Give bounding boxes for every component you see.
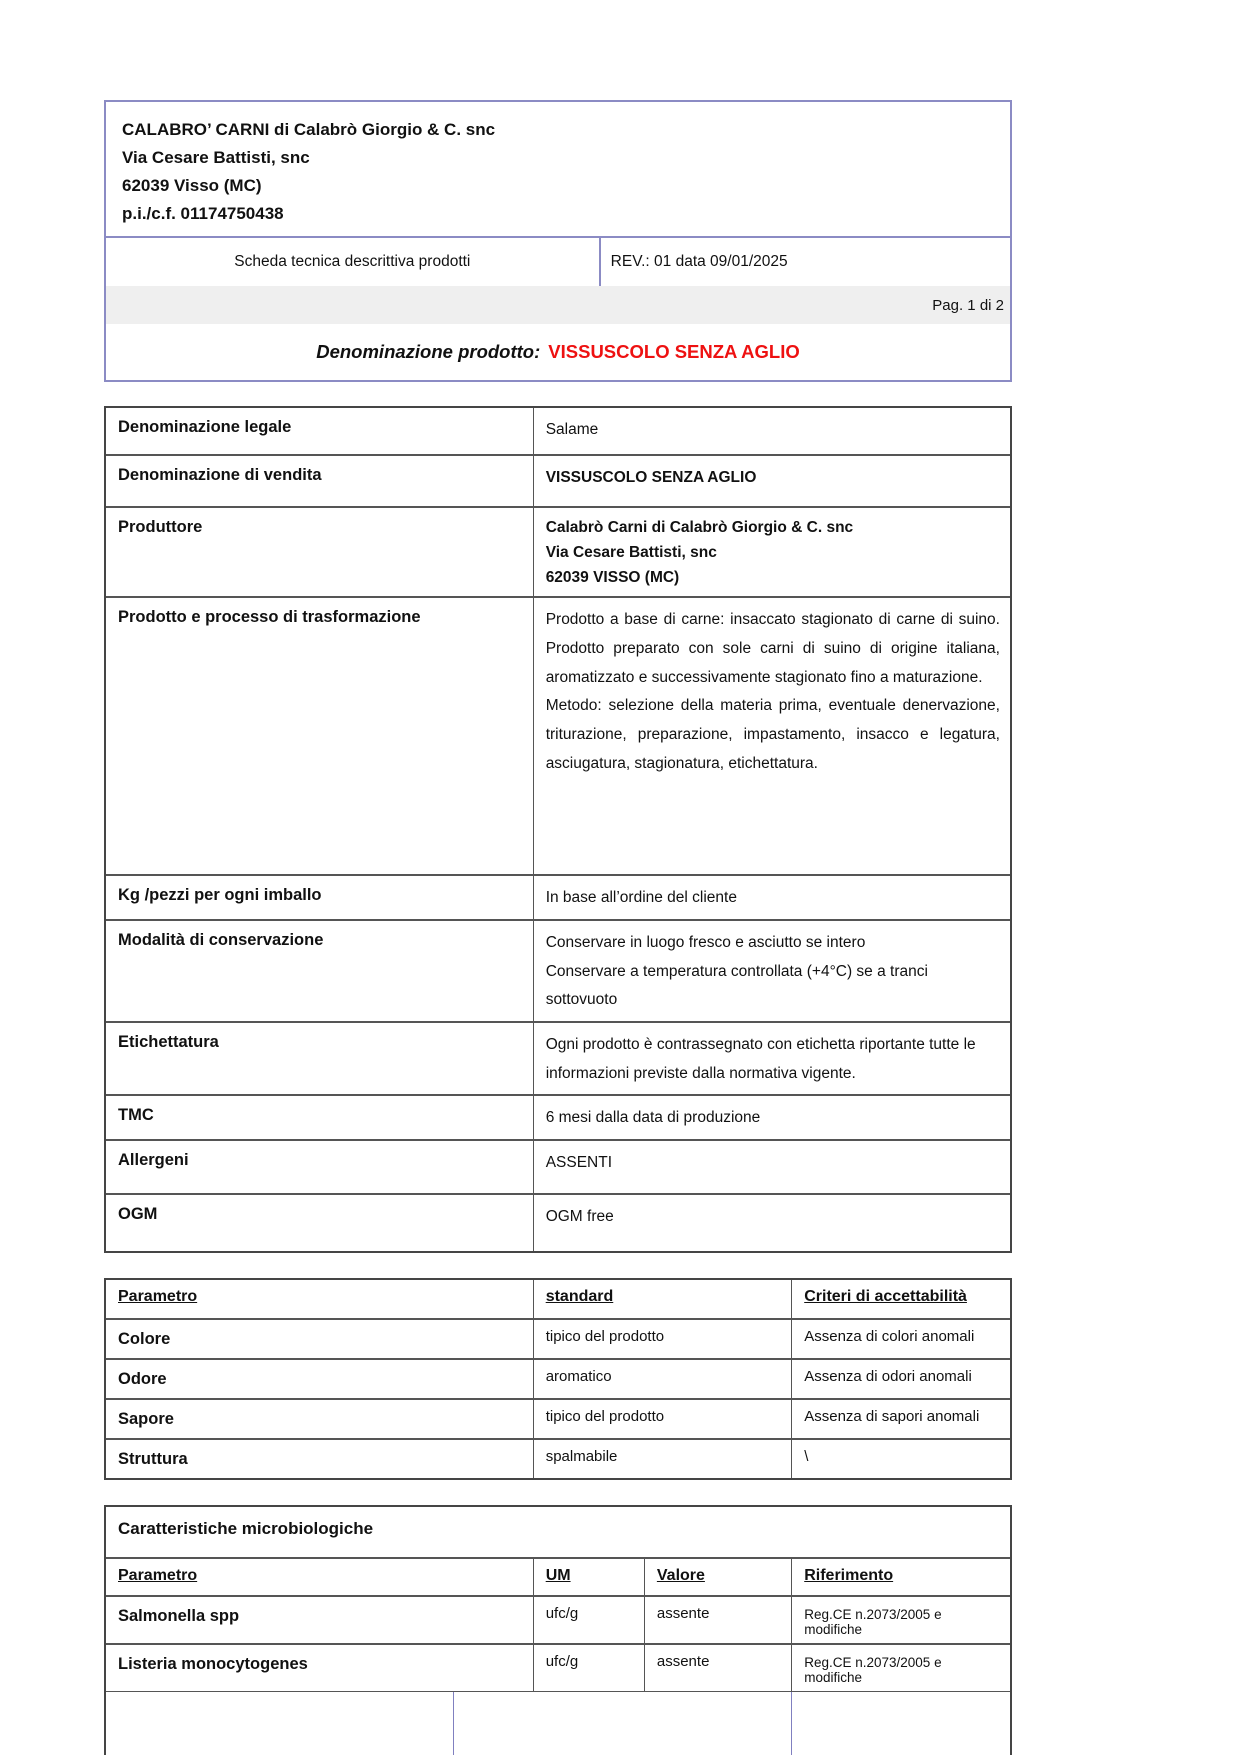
microbiological-table [104,1505,1012,1755]
row-label: Salmonella spp [118,1606,240,1625]
row-label: Produttore [118,518,203,536]
column-header: Criteri di accettabilità [791,1280,1010,1318]
row-value: Assenza di odori anomali [791,1360,1010,1398]
row-value: VISSUSCOLO SENZA AGLIO [533,456,1010,506]
table-row [106,874,1010,919]
company-city: 62039 Visso (MC) [122,176,262,195]
empty-table-row [106,1691,1010,1755]
row-value: tipico del prodotto [533,1400,792,1438]
row-label: Colore [118,1330,171,1349]
empty-cell [791,1692,1010,1755]
table-row [106,1094,1010,1139]
row-value: Salame [533,408,1010,454]
column-header: Parametro [118,1566,198,1584]
company-name: CALABRO’ CARNI di Calabrò Giorgio & C. snc [122,120,496,139]
row-label: Sapore [118,1409,174,1428]
table-row [106,1643,1010,1691]
table-row [106,408,1010,454]
row-label: Etichettatura [118,1033,219,1052]
sensory-parameters-table [104,1278,1012,1480]
product-title-label: Denominazione prodotto: [316,341,541,362]
row-value: Calabrò Carni di Calabrò Giorgio & C. snc Via Cesare Battisti, snc 62039 VISSO (MC) [533,508,1010,596]
revision-info: REV.: 01 data 09/01/2025 [599,238,1010,286]
empty-cell [453,1692,791,1755]
table-header-row [106,1280,1010,1318]
table-row [106,506,1010,596]
row-value: Conservare in luogo fresco e asciutto se intero Conservare a temperatura controllata (+4°C) se a tranci sottovuoto [533,921,1010,1021]
table-row [106,1438,1010,1478]
row-value: Prodotto a base di carne: insaccato stagionato di carne di suino. Prodotto preparato con sole carni di suino di origine italiana, aromatizzato e successivamente stagionato fino a maturazione. Metodo: selezione della materia prima, eventuale denervazione, triturazione, preparazione, impastamento, insacco e legatura, asciugatura, stagionatura, etichettatura. [533,598,1010,874]
row-label: Struttura [118,1449,188,1468]
table-row [106,919,1010,1021]
column-header: Valore [644,1559,791,1595]
row-value: Ogni prodotto è contrassegnato con etichetta riportante tutte le informazioni previste dalla normativa vigente. [533,1023,1010,1094]
row-label: Prodotto e processo di trasformazione [118,608,421,627]
table-row [106,1358,1010,1398]
table-header-row [106,1557,1010,1595]
column-header: standard [533,1280,792,1318]
table-title-row [106,1507,1010,1557]
row-label: Kg /pezzi per ogni imballo [118,886,322,905]
column-header: Riferimento [791,1559,1010,1595]
row-reference: Reg.CE n.2073/2005 e modifiche [791,1597,1010,1643]
row-label: Denominazione di vendita [118,466,322,484]
row-value: assente [644,1645,791,1691]
column-header: Parametro [118,1288,198,1306]
row-value: 6 mesi dalla data di produzione [533,1096,1010,1139]
row-value: aromatico [533,1360,792,1398]
row-value: ufc/g [533,1597,644,1643]
table-row [106,454,1010,506]
row-label: Denominazione legale [118,418,292,436]
row-value: assente [644,1597,791,1643]
row-label: TMC [118,1106,154,1125]
table-row [106,1318,1010,1358]
product-info-table [104,406,1012,1253]
row-value: tipico del prodotto [533,1320,792,1358]
table-row [106,1021,1010,1094]
table-row [106,1139,1010,1193]
product-title-row [106,324,1010,380]
header-box [104,100,1012,382]
table-title: Caratteristiche microbiologiche [118,1518,374,1538]
row-label: Odore [118,1370,167,1389]
company-info [106,102,1010,236]
row-value: ASSENTI [533,1141,1010,1193]
page-number-band: Pag. 1 di 2 [106,286,1010,324]
row-value: In base all’ordine del cliente [533,876,1010,919]
row-label: OGM [118,1205,158,1224]
row-label: Listeria monocytogenes [118,1654,308,1673]
table-row [106,1193,1010,1251]
column-header: UM [533,1559,644,1595]
table-row [106,1595,1010,1643]
row-value: spalmabile [533,1440,792,1478]
row-value: OGM free [533,1195,1010,1251]
row-label: Modalità di conservazione [118,931,324,950]
product-title-value: VISSUSCOLO SENZA AGLIO [548,341,800,362]
row-label: Allergeni [118,1151,189,1170]
row-value: ufc/g [533,1645,644,1691]
doc-title: Scheda tecnica descrittiva prodotti [234,253,471,270]
table-row [106,1398,1010,1438]
table-row [106,596,1010,874]
doc-title-row [106,236,1010,286]
row-reference: Reg.CE n.2073/2005 e modifiche [791,1645,1010,1691]
row-value: Assenza di colori anomali [791,1320,1010,1358]
company-vat: p.i./c.f. 01174750438 [122,204,284,223]
row-value: \ [791,1440,1010,1478]
company-address: Via Cesare Battisti, snc [122,148,310,167]
empty-cell [106,1692,453,1755]
row-value: Assenza di sapori anomali [791,1400,1010,1438]
